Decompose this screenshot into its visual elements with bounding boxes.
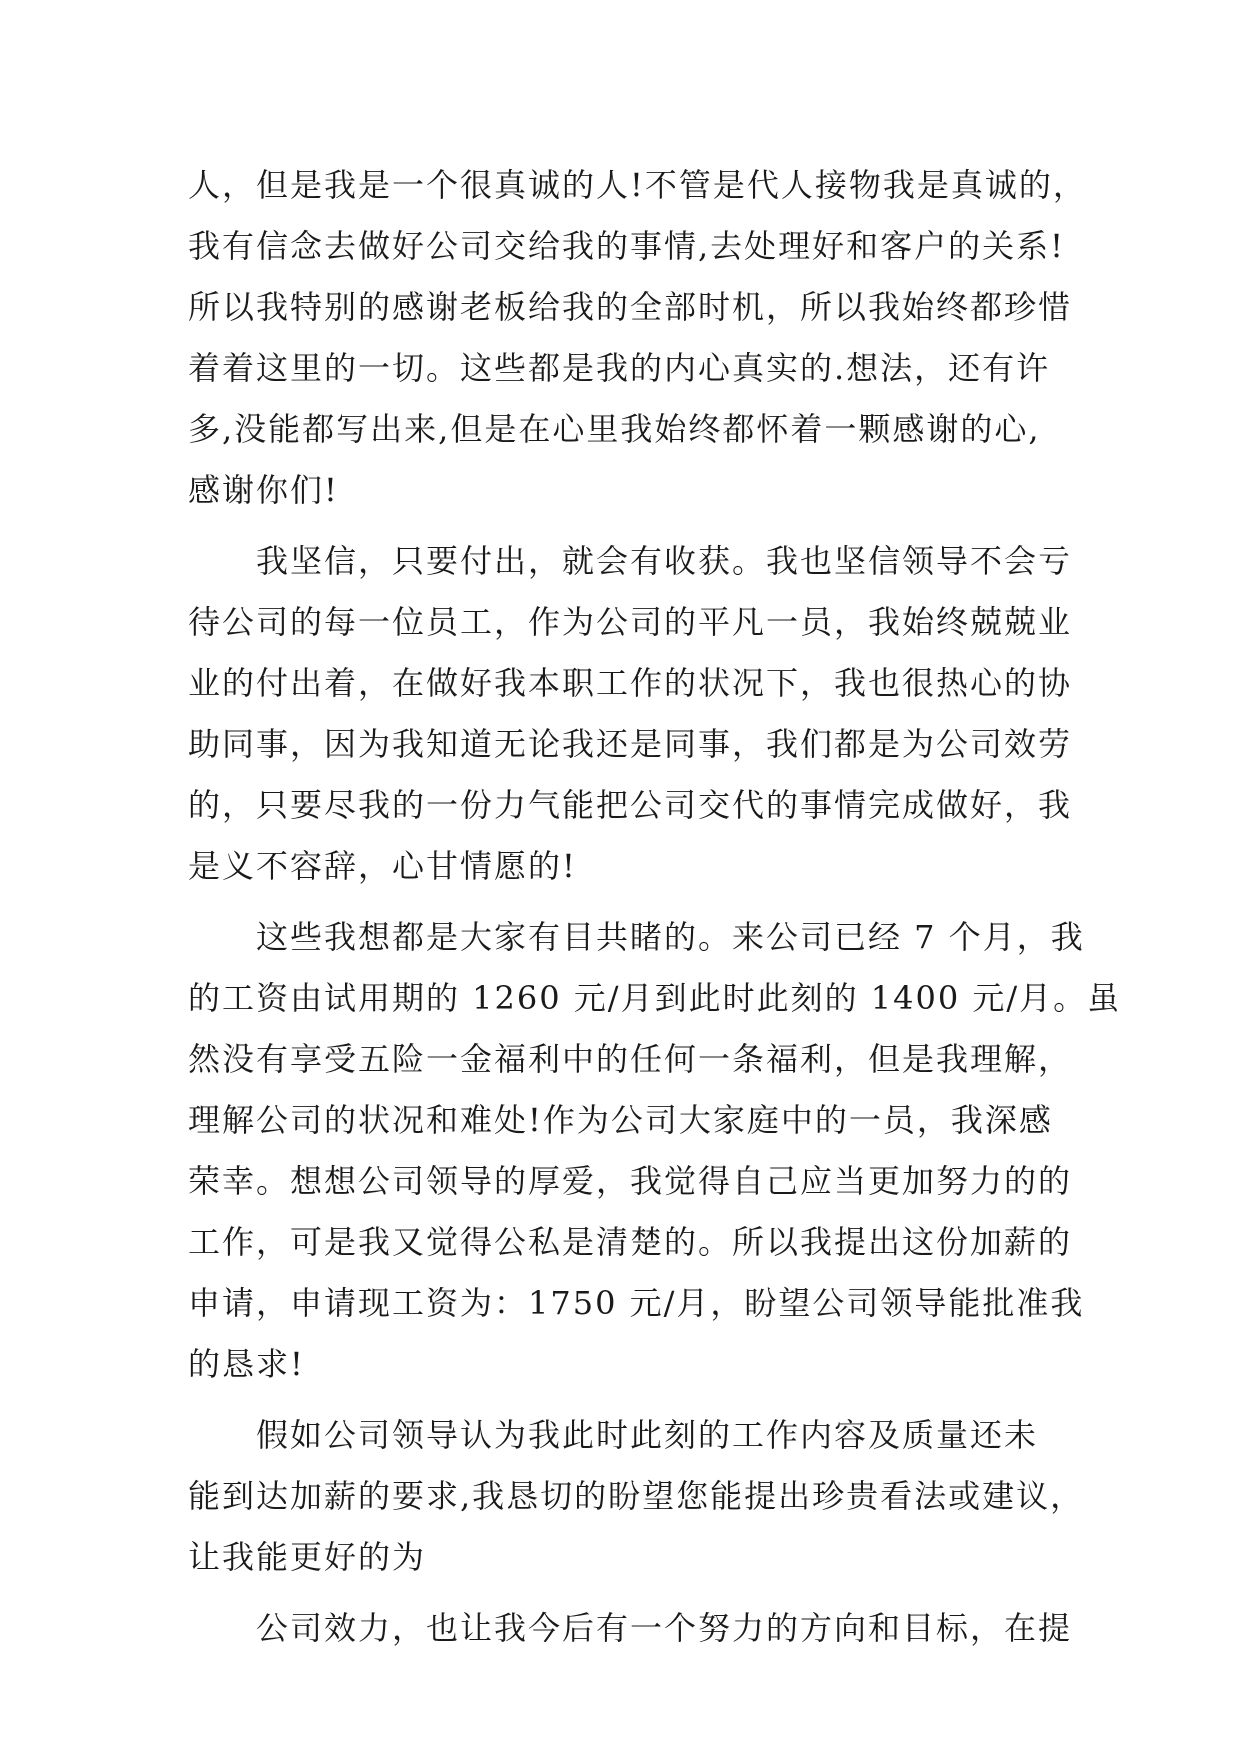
text-line: 理解公司的状况和难处!作为公司大家庭中的一员，我深感 [188,1101,1053,1139]
text-line: 的工资由试用期的 1260 元/月到此时此刻的 1400 元/月。虽 [188,979,1122,1017]
text-line: 的，只要尽我的一份力气能把公司交代的事情完成做好，我 [188,786,1073,824]
text-line: 业的付出着，在做好我本职工作的状况下，我也很热心的协 [188,664,1073,702]
text-line: 我有信念去做好公司交给我的事情,去处理好和客户的关系! [188,227,1066,265]
body-text [188,155,1122,1659]
text-line: 荣幸。想想公司领导的厚爱，我觉得自己应当更加努力的的 [188,1162,1073,1200]
text-line: 待公司的每一位员工，作为公司的平凡一员，我始终兢兢业 [188,603,1073,641]
text-line: 着着这里的一切。这些都是我的内心真实的.想法，还有许 [188,349,1051,387]
text-line: 公司效力，也让我今后有一个努力的方向和目标，在提 [188,1609,1073,1647]
text-line: 的恳求! [188,1345,305,1383]
text-line: 是义不容辞，心甘情愿的! [188,847,577,885]
text-line: 这些我想都是大家有目共睹的。来公司已经 7 个月，我 [188,918,1085,956]
text-line: 多,没能都写出来,但是在心里我始终都怀着一颗感谢的心, [188,410,1041,448]
text-line: 感谢你们! [188,471,339,509]
text-line: 然没有享受五险一金福利中的任何一条福利，但是我理解， [188,1040,1073,1078]
text-line: 申请，申请现工资为：1750 元/月，盼望公司领导能批准我 [188,1284,1085,1322]
text-line: 工作，可是我又觉得公私是清楚的。所以我提出这份加薪的 [188,1223,1073,1261]
text-line: 假如公司领导认为我此时此刻的工作内容及质量还未 [188,1416,1039,1454]
text-line: 能到达加薪的要求,我恳切的盼望您能提出珍贵看法或建议， [188,1477,1085,1515]
text-line: 助同事，因为我知道无论我还是同事，我们都是为公司效劳 [188,725,1073,763]
text-line: 让我能更好的为 [188,1538,427,1576]
text-line: 所以我特别的感谢老板给我的全部时机，所以我始终都珍惜 [188,288,1073,326]
text-line: 我坚信，只要付出，就会有收获。我也坚信领导不会亏 [188,542,1073,580]
text-line: 人，但是我是一个很真诚的人!不管是代人接物我是真诚的， [188,166,1087,204]
